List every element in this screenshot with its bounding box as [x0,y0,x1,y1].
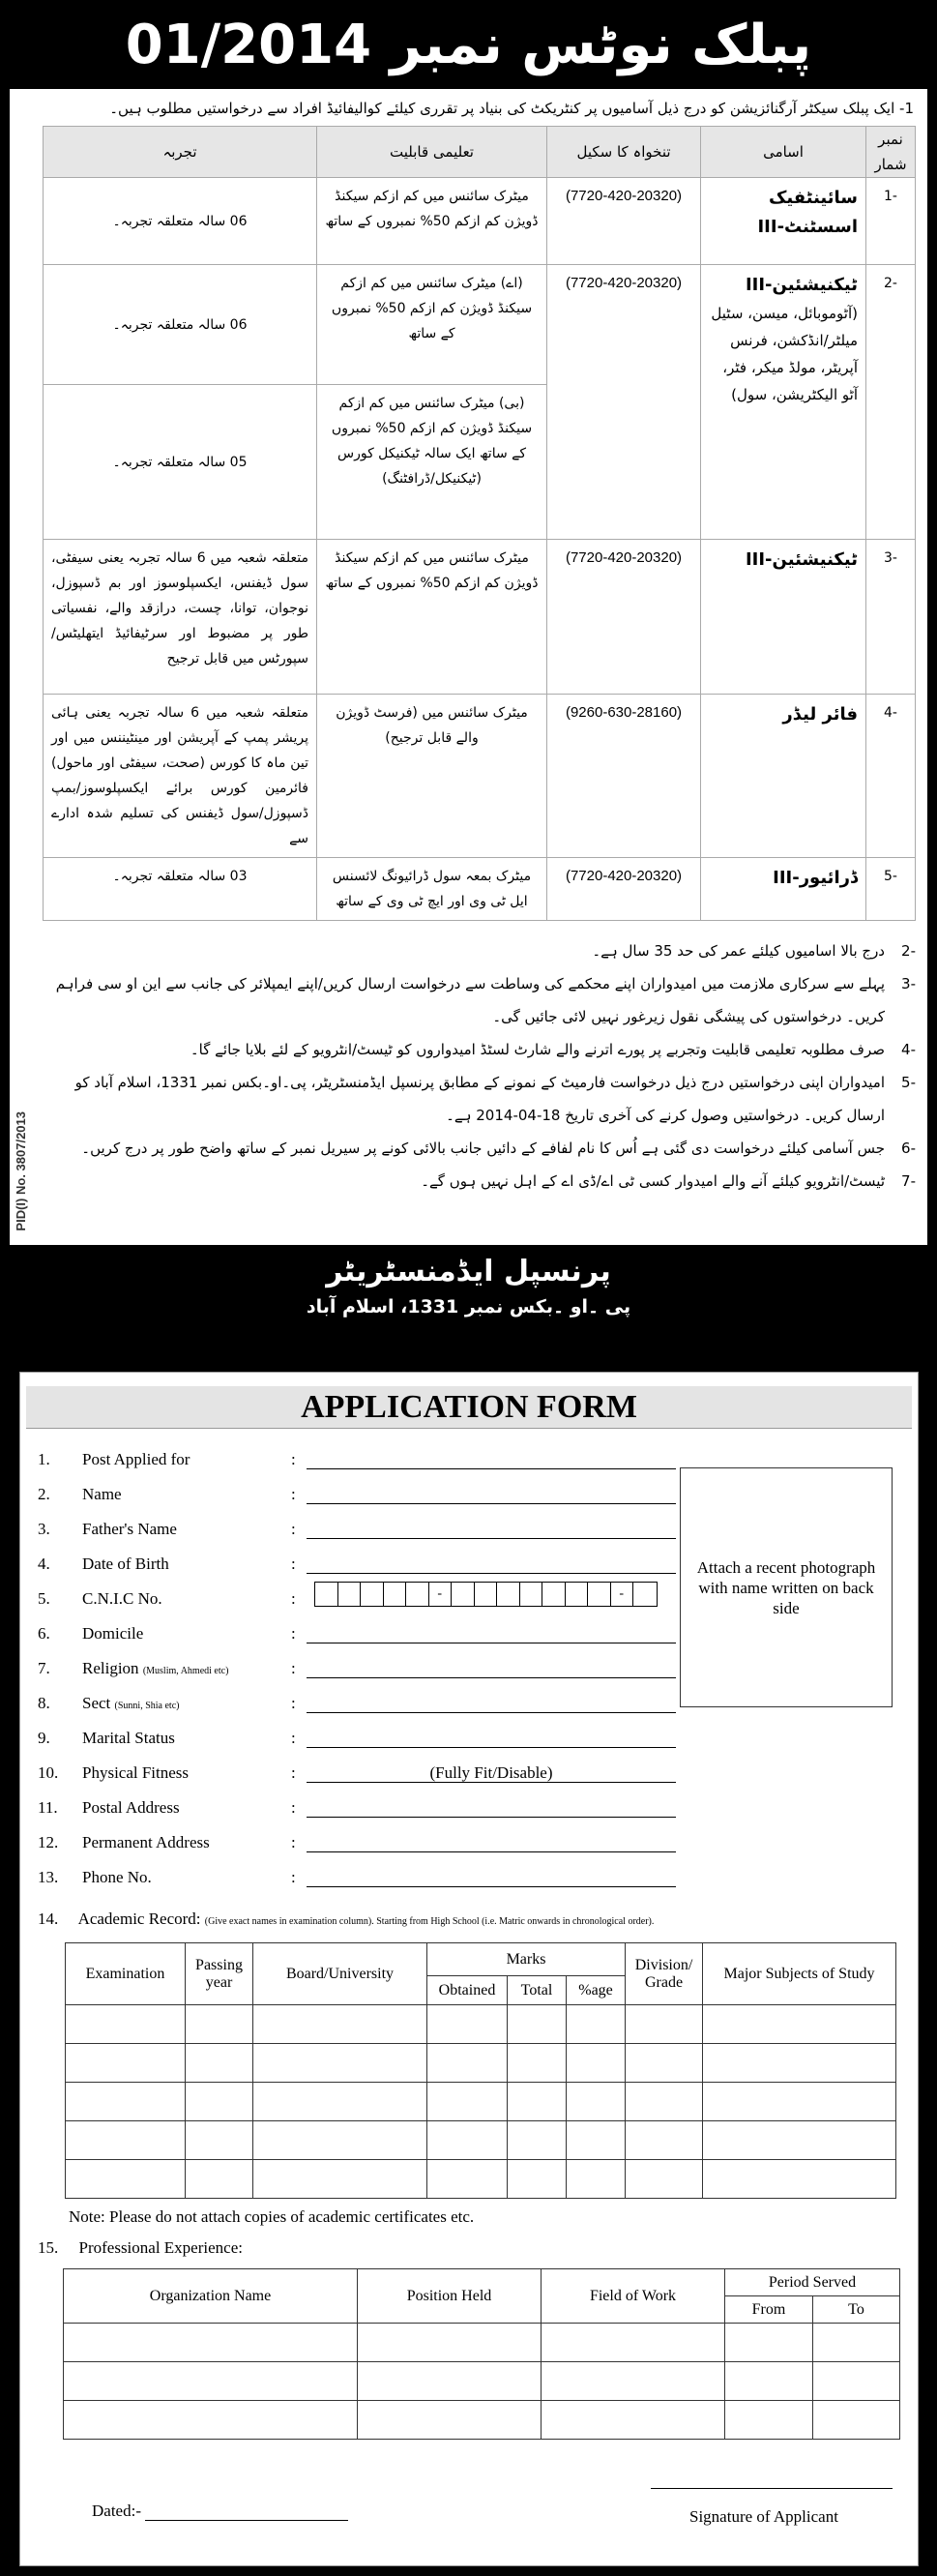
academic-note: Note: Please do not attach copies of academic certificates etc. [69,2207,475,2226]
table-cell[interactable] [427,2005,508,2044]
table-row [64,2324,900,2362]
table-row [66,2083,896,2121]
field-input[interactable] [307,1659,676,1678]
note-number: -4 [901,1041,916,1058]
col-subjects: Major Subjects of Study [703,1943,896,2005]
cnic-digit-box[interactable] [315,1583,338,1606]
field-number: 7. [38,1659,50,1677]
table-cell[interactable] [567,2083,626,2121]
cnic-separator: - [429,1583,453,1606]
form-field-row [38,1649,676,1678]
form-field-row [38,1823,676,1852]
professional-heading [38,2237,912,2259]
table-row [66,2044,896,2083]
col-passing-year: Passing year [186,1943,253,2005]
colon: : [291,1729,296,1747]
table-cell[interactable] [626,2121,703,2160]
table-cell[interactable] [703,2083,896,2121]
col-total: Total [508,1976,567,2005]
academic-table [65,1942,896,2199]
notice-footer [0,1245,937,1352]
cnic-digit-box[interactable] [633,1583,657,1606]
post: ٹیکنیشئین-III [701,540,866,695]
cnic-digit-box[interactable] [406,1583,429,1606]
table-row [44,858,916,921]
table-cell[interactable] [186,2083,253,2121]
table-cell[interactable] [186,2005,253,2044]
table-cell[interactable] [358,2401,542,2440]
table-cell[interactable] [427,2083,508,2121]
academic-heading [38,1909,912,1933]
table-cell[interactable] [508,2121,567,2160]
note-item [43,1165,916,1198]
post: فائر لیڈر [701,695,866,858]
field-label-text: Father's Name [82,1520,177,1538]
form-field-row [38,1858,676,1887]
field-number: 5. [38,1589,50,1608]
serial: -1 [866,178,916,265]
note-text: پہلے سے سرکاری ملازمت میں امیدواران اپنے محکمے کی وساطت سے درخواست ارسال کریں/اپنے ایمپلائر کی جانب سے این او سی فراہم کریں۔ درخواستوں کی پیشگی نقول زیرغور نہیں لائی جائیں گی۔ [55,975,885,1025]
vacancies-table [43,126,916,921]
experience: متعلقہ شعبہ میں 6 سالہ تجربہ یعنی ہائی پریشر پمپ کے آپریشن اور مینٹیننس میں اور تین ماہ کا کورس (صحت، سیفٹی اور ماحول) فائرمین کورس برائے ایکسپلوسوز/بمپ ڈسپوزل/سول ڈیفنس کی تسلیم شدہ ادارے سے [44,695,317,858]
form-field-row [38,1789,676,1818]
field-number: 2. [38,1485,50,1503]
field-input[interactable] [307,1520,676,1539]
form-field-row [38,1580,676,1609]
note-number: -6 [901,1140,916,1157]
table-cell[interactable] [725,2324,813,2362]
form-fields [26,1429,912,1893]
form-field-row [38,1545,676,1574]
table-cell[interactable] [66,2121,186,2160]
col-from: From [725,2296,813,2324]
table-cell[interactable] [703,2121,896,2160]
signature-line[interactable] [651,2488,893,2489]
cnic-digit-box[interactable] [338,1583,362,1606]
pay-scale: (7720-420-20320) [547,858,701,921]
col-marks: Marks [427,1943,626,1976]
table-cell[interactable] [427,2160,508,2199]
field-number: 3. [38,1520,50,1538]
table-cell[interactable] [253,2160,427,2199]
col-period: Period Served [725,2269,900,2296]
note-number: -3 [901,975,916,992]
form-field-row [38,1510,676,1539]
field-input[interactable] [307,1554,676,1574]
field-label [82,1833,291,1852]
field-hint: (Muslim, Ahmedi etc) [142,1666,229,1676]
table-row [44,540,916,695]
field-number: 11. [38,1798,58,1817]
field-label-text: Name [82,1485,122,1503]
field-number: 12. [38,1833,59,1851]
col-organization: Organization Name [64,2269,358,2324]
field-label-text: Permanent Address [82,1833,210,1851]
table-row [64,2401,900,2440]
table-cell[interactable] [542,2362,725,2401]
table-header-row [44,127,916,178]
header-scale: تنخواہ کا سکیل [547,127,701,178]
post [701,265,866,540]
col-examination: Examination [66,1943,186,2005]
table-cell[interactable] [813,2401,900,2440]
field-number: 10. [38,1763,59,1782]
field-input[interactable] [307,1833,676,1852]
cnic-digit-box[interactable] [542,1583,566,1606]
qualification: میٹرک سائنس میں کم ازکم سیکنڈ ڈویژن کم ازکم 50% نمبروں کے ساتھ [317,540,547,695]
field-input[interactable] [307,1729,676,1748]
field-number: 4. [38,1554,50,1573]
table-cell[interactable] [626,2005,703,2044]
cnic-digit-box[interactable] [475,1583,498,1606]
table-cell[interactable] [427,2044,508,2083]
note-item [43,1132,916,1165]
photo-box: Attach a recent photograph with name written on back side [680,1467,893,1707]
table-cell[interactable] [508,2005,567,2044]
field-input[interactable] [307,1694,676,1713]
field-label [82,1798,291,1818]
field-hint: (Sunni, Shia etc) [114,1701,180,1711]
field-label-text: Date of Birth [82,1554,169,1573]
signature-block [26,2459,912,2546]
table-cell[interactable] [542,2401,725,2440]
qualification: میٹرک سائنس میں کم ازکم سیکنڈ ڈویژن کم ازکم 50% نمبروں کے ساتھ [317,178,547,265]
table-cell[interactable] [567,2044,626,2083]
field-label-text: Religion [82,1659,139,1677]
note-number: -7 [901,1172,916,1190]
experience: 06 سالہ متعلقہ تجربہ۔ [44,178,317,265]
application-form [19,1372,919,2566]
colon: : [291,1868,296,1886]
field-label-text: Domicile [82,1624,144,1643]
note-number: -5 [901,1074,916,1091]
colon: : [291,1485,296,1503]
pid-number: PID(I) No. 3807/2013 [14,1111,28,1231]
notes-list [43,934,916,1198]
note-item [43,934,916,967]
signature-label: Signature of Applicant [689,2507,838,2526]
qualification: میٹرک بمعہ سول ڈرائیونگ لائسنس ایل ٹی وی اور ایچ ٹی وی کے ساتھ [317,858,547,921]
field-label [82,1624,291,1643]
table-cell[interactable] [567,2121,626,2160]
table-cell[interactable] [64,2362,358,2401]
col-percentage: %age [567,1976,626,2005]
note-text: جس آسامی کیلئے درخواست دی گئی ہے اُس کا نام لفافے کے دائیں جانب بالائی کونے پر سیریل نمبر کے ساتھ واضح طور پر درج کریں۔ [81,1140,885,1157]
pay-scale: (9260-630-28160) [547,695,701,858]
table-cell[interactable] [626,2083,703,2121]
note-item [43,1033,916,1066]
header-post: اسامی [701,127,866,178]
table-cell[interactable] [626,2160,703,2199]
field-input[interactable]: (Fully Fit/Disable) [307,1763,676,1783]
post-detail: (آٹوموبائل، میسن، سٹیل میلٹر/انڈکشن، فرنس آپریٹر، مولڈ میکر، فٹر، آٹو الیکٹریشن، سول) [711,305,858,403]
field-label-text: Sect [82,1694,111,1712]
field-label [82,1763,291,1783]
cnic-digit-box[interactable] [588,1583,611,1606]
public-notice [10,89,927,1245]
table-cell[interactable] [66,2044,186,2083]
field-label-text: C.N.I.C No. [82,1589,162,1608]
table-cell[interactable] [508,2044,567,2083]
cnic-digit-box[interactable] [520,1583,543,1606]
table-cell[interactable] [725,2401,813,2440]
colon: : [291,1798,296,1817]
note-item [43,967,916,1033]
post-title: ٹیکنیشئین-III [745,275,858,295]
table-cell[interactable] [508,2160,567,2199]
field-label [82,1589,291,1609]
colon: : [291,1589,296,1608]
field-label [82,1450,291,1469]
qualification-a: (اے) میٹرک سائنس میں کم ازکم سیکنڈ ڈویژن کم ازکم 50% نمبروں کے ساتھ [317,265,547,385]
field-number: 6. [38,1624,50,1643]
table-cell[interactable] [66,2083,186,2121]
post: ڈرائیور-III [701,858,866,921]
table-cell[interactable] [186,2121,253,2160]
experience: 03 سالہ متعلقہ تجربہ۔ [44,858,317,921]
field-input[interactable] [307,1798,676,1818]
serial: -2 [866,265,916,540]
colon: : [291,1520,296,1538]
qualification-b: (بی) میٹرک سائنس میں کم ازکم سیکنڈ ڈویژن کم ازکم 50% نمبروں کے ساتھ ایک سالہ ٹیکنیکل کورس (ٹیکنیکل/ڈرافٹنگ) [317,385,547,540]
notice-title: پبلک نوٹس نمبر 01/2014 [125,13,812,76]
table-cell[interactable] [186,2160,253,2199]
col-board: Board/University [253,1943,427,2005]
cnic-digit-box[interactable] [497,1583,520,1606]
table-cell[interactable] [567,2005,626,2044]
cnic-digit-box[interactable] [452,1583,475,1606]
table-cell[interactable] [358,2324,542,2362]
header-experience: تجربہ [44,127,317,178]
table-cell[interactable] [703,2160,896,2199]
cnic-digit-box[interactable] [384,1583,407,1606]
colon: : [291,1450,296,1468]
col-position: Position Held [358,2269,542,2324]
table-cell[interactable] [813,2324,900,2362]
table-row [44,695,916,858]
field-label-text: Physical Fitness [82,1763,190,1782]
item-number: 15. [38,2238,59,2257]
experience-b: 05 سالہ متعلقہ تجربہ۔ [44,385,317,540]
table-row [66,2121,896,2160]
colon: : [291,1554,296,1573]
field-label [82,1694,291,1713]
form-field-row [38,1475,676,1504]
table-cell[interactable] [703,2044,896,2083]
table-cell[interactable] [567,2160,626,2199]
form-field-row [38,1614,676,1643]
table-cell[interactable] [813,2362,900,2401]
col-field: Field of Work [542,2269,725,2324]
note-item [43,1066,916,1132]
dated-field[interactable] [92,2502,348,2521]
table-cell[interactable] [253,2083,427,2121]
table-cell[interactable] [186,2044,253,2083]
experience-a: 06 سالہ متعلقہ تجربہ۔ [44,265,317,385]
note-text: درج بالا اسامیوں کیلئے عمر کی حد 35 سال ہے۔ [592,942,885,960]
table-cell[interactable] [66,2160,186,2199]
table-row [44,178,916,265]
form-title: APPLICATION FORM [26,1386,912,1429]
note-text: صرف مطلوبہ تعلیمی قابلیت وتجربے پر پورے اترنے والے شارٹ لسٹڈ امیدواروں کو ٹیسٹ/انٹرویو کے لئے بلایا جائے گا۔ [190,1041,885,1058]
table-cell[interactable] [725,2362,813,2401]
table-row [44,265,916,385]
field-label [82,1520,291,1539]
table-cell[interactable] [64,2324,358,2362]
field-input[interactable] [307,1450,676,1469]
form-field-row [38,1754,676,1783]
qualification: میٹرک سائنس میں (فرسٹ ڈویژن والے قابل ترجیح) [317,695,547,858]
experience: متعلقہ شعبہ میں 6 سالہ تجربہ یعنی سیفٹی، سول ڈیفنس، ایکسپلوسوز اور بم ڈسپوزل، نوجوان، توانا، چست، درازقد والے، نفسیاتی طور پر مضبوط اور سرٹیفائیڈ ایتھلیٹس/سپورٹس میں قابل ترجیح [44,540,317,695]
table-row [66,2160,896,2199]
header-qualification: تعلیمی قابلیت [317,127,547,178]
serial: -4 [866,695,916,858]
serial: -5 [866,858,916,921]
field-label [82,1729,291,1748]
cnic-separator: - [611,1583,634,1606]
table-cell[interactable] [358,2362,542,2401]
serial: -3 [866,540,916,695]
table-row [64,2362,900,2401]
colon: : [291,1694,296,1712]
cnic-boxes[interactable] [314,1582,658,1607]
field-label [82,1659,291,1678]
cnic-digit-box[interactable] [566,1583,589,1606]
field-input[interactable] [307,1485,676,1504]
table-cell[interactable] [427,2121,508,2160]
colon: : [291,1659,296,1677]
item-number: 14. [38,1910,59,1928]
post: سائینٹفیک اسسٹنٹ-III [701,178,866,265]
footer-address: پی ۔او ۔بکس نمبر 1331، اسلام آباد [306,1296,631,1318]
col-division: Division/ Grade [626,1943,703,2005]
table-cell[interactable] [542,2324,725,2362]
field-input[interactable] [307,1868,676,1887]
field-number: 8. [38,1694,50,1712]
form-field-row [38,1719,676,1748]
note-text: امیدواران اپنی درخواستیں درج ذیل درخواست فارمیٹ کے نمونے کے مطابق پرنسپل ایڈمنسٹریٹر، پی۔او۔بکس نمبر 1331، اسلام آباد کو ارسال کریں۔ درخواستیں وصول کرنے کی آخری تاریخ 18-04-2014 ہے۔ [74,1074,885,1124]
table-cell[interactable] [253,2044,427,2083]
table-cell[interactable] [253,2005,427,2044]
field-label [82,1868,291,1887]
field-number: 13. [38,1868,59,1886]
form-field-row [38,1440,676,1469]
header-serial: نمبر شمار [866,127,916,178]
field-label-text: Phone No. [82,1868,152,1886]
cnic-digit-box[interactable] [361,1583,384,1606]
footer-title: پرنسپل ایڈمنسٹریٹر [326,1255,611,1288]
field-label-text: Marital Status [82,1729,175,1747]
dated-line[interactable] [145,2503,348,2521]
col-to: To [813,2296,900,2324]
academic-hint: (Give exact names in examination column). Starting from High School (i.e. Matric onwards in chronological order). [204,1916,655,1927]
notice-intro: 1- ایک پبلک سیکٹر آرگنائزیشن کو درج ذیل آسامیوں پر کنٹریکٹ کی بنیاد پر تقرری کیلئے کوالیفائیڈ افراد سے درخواستیں مطلوب ہیں۔ [109,100,914,117]
professional-table [63,2268,900,2440]
field-label [82,1554,291,1574]
table-cell[interactable] [253,2121,427,2160]
table-cell[interactable] [703,2005,896,2044]
field-label [82,1485,291,1504]
pay-scale: (7720-420-20320) [547,265,701,540]
table-cell[interactable] [66,2005,186,2044]
pay-scale: (7720-420-20320) [547,540,701,695]
form-field-row [38,1684,676,1713]
field-label-text: Post Applied for [82,1450,190,1468]
professional-label: Professional Experience: [78,2238,243,2257]
field-number: 9. [38,1729,50,1747]
pay-scale: (7720-420-20320) [547,178,701,265]
table-cell[interactable] [508,2083,567,2121]
table-row [66,2005,896,2044]
academic-label: Academic Record: [77,1910,201,1928]
table-cell[interactable] [64,2401,358,2440]
colon: : [291,1624,296,1643]
note-number: -2 [901,942,916,960]
dated-label: Dated:- [92,2502,141,2520]
note-text: ٹیسٹ/انٹرویو کیلئے آنے والے امیدوار کسی ٹی اے/ڈی اے کے اہل نہیں ہوں گے۔ [421,1172,885,1190]
field-input[interactable] [307,1624,676,1643]
colon: : [291,1763,296,1782]
colon: : [291,1833,296,1851]
table-cell[interactable] [626,2044,703,2083]
field-number: 1. [38,1450,50,1468]
field-label-text: Postal Address [82,1798,180,1817]
col-obtained: Obtained [427,1976,508,2005]
